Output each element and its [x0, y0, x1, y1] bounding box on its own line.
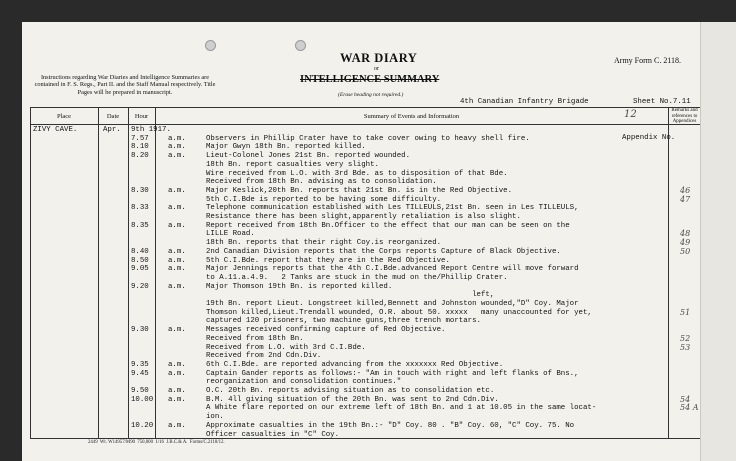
entry-text: 18th Bn. report casualties very slight. [206, 160, 379, 169]
entry-text: Major Keslick,20th Bn. reports that 21st Bn. is in the Red Objective. [206, 186, 513, 195]
entry-text: Observers in Phillip Crater have to take cover owing to heavy shell fire. [206, 134, 530, 143]
col-header-date: Date [106, 113, 120, 120]
punch-hole [205, 40, 216, 51]
entry-hour: 8.40 [131, 247, 149, 256]
col-divider [155, 107, 156, 439]
entry-text: Resistance there has been slight,apparently retaliation is also slight. [206, 213, 521, 221]
appendix-number: 53 [680, 342, 691, 352]
form-printer-note: 2449 Wt. W14957/M90 750,000 1/16 J.B.C.& A. Forms/C.2118/12. [88, 440, 225, 445]
entry-text: LILLE Road. [206, 230, 255, 239]
entry-hour: 9.05 [131, 265, 149, 274]
col-divider [668, 107, 669, 439]
form-title: WAR DIARY [340, 51, 418, 65]
appendix-number: 51 [680, 307, 691, 317]
entry-ampm: a.m. [168, 186, 186, 195]
form-subtitle: INTELLIGENCE SUMMARY [300, 74, 440, 85]
entry-hour: 8.20 [131, 152, 149, 161]
col-header-remarks: Remarks and references to Appendices [671, 108, 698, 125]
entry-hour: 9th 1917. [131, 126, 171, 134]
table-rule-top [30, 107, 700, 108]
entry-ampm: a.m. [168, 204, 186, 213]
entry-hour: 8.33 [131, 204, 149, 213]
entry-hour: 9.30 [131, 326, 149, 335]
entry-hour: 9.45 [131, 369, 149, 378]
entry-text: 5th C.I.Bde is reported to be having some difficulty. [206, 195, 442, 204]
entry-text: Lieut-Colonel Jones 21st Bn. reported wounded. [206, 152, 411, 161]
table-rule-head [30, 124, 700, 125]
entry-text: 6th C.I.Bde. are reported advancing from the xxxxxxx Red Objective. [206, 360, 504, 369]
entry-text: to A.11.a.4.9. 2 Tanks are stuck in the mud on the/Phillip Crater. [206, 273, 508, 282]
entry-text: Captain Gander reports as follows:- "Am in touch with right and left flanks of Bns., [206, 369, 579, 378]
appendix-number: 50 [680, 246, 691, 256]
entry-text: Major Thomson 19th Bn. is reported killed. [206, 282, 393, 291]
entry-place: ZIVY CAVE. [33, 126, 78, 134]
appendix-number: 46 [680, 185, 691, 195]
entry-ampm: a.m. [168, 282, 186, 291]
col-header-hour: Hour [134, 113, 149, 120]
appendix-number: 48 [680, 229, 691, 239]
entry-text: Messages received confirming capture of Red Objective. [206, 326, 446, 335]
col-divider [98, 107, 99, 439]
entry-ampm: a.m. [168, 387, 186, 395]
army-form-number: Army Form C. 2118. [614, 56, 682, 65]
entry-hour: 8.35 [131, 221, 149, 230]
entry-hour: 9.35 [131, 360, 149, 369]
entry-text: 2nd Canadian Division reports that the Corps reports Capture of Black Objective. [206, 247, 561, 256]
entry-text: 19th Bn. report Lieut. Longstreet killed,Bennett and Johnston wounded,"D" Coy. Major [206, 300, 579, 308]
entry-text: Major Gwyn 18th Bn. reported killed. [206, 143, 366, 152]
entry-text: Report received from 18th Bn.Officer to the effect that our man can be seen on the [206, 221, 570, 230]
entry-ampm: a.m. [168, 247, 186, 256]
entry-ampm: a.m. [168, 326, 186, 335]
entry-date: Apr. [103, 126, 121, 134]
entry-text: 5th C.I.Bde. report that they are in the Red Objective. [206, 256, 450, 265]
entry-ampm: a.m. [168, 221, 186, 230]
appendix-number: 52 [680, 333, 691, 343]
entry-text: Received from 18th Bn. [206, 334, 304, 343]
entry-ampm: a.m. [168, 152, 186, 161]
appendix-number: 49 [680, 238, 691, 248]
entry-hour: 9.20 [131, 282, 149, 291]
entry-text: reorganization and consolidation continues." [206, 378, 402, 387]
entry-text: captured 120 prisoners, two machine guns,three trench mortars. [206, 317, 481, 326]
form-title-or: or [374, 66, 379, 72]
entry-text: Received from 18th Bn. advising as to consolidation. [206, 178, 437, 187]
entry-text: O.C. 20th Bn. reports advising situation as to consolidation etc. [206, 387, 495, 395]
appendix-number: 54 A [680, 403, 699, 413]
entry-hour: 9.50 [131, 387, 149, 395]
entry-text: left, [206, 291, 495, 300]
entry-text: 18th Bn. reports that their right Coy.is reorganized. [206, 239, 442, 248]
entry-text: Approximate casualties in the 19th Bn.:- "D" Coy. 80 . "B" Coy. 60, "C" Coy. 75. No [206, 421, 575, 430]
page-number: 12 [624, 109, 637, 120]
entry-text: Wire received from L.O. with 3rd Bde. as to disposition of that Bde. [206, 169, 508, 178]
entry-ampm: a.m. [168, 369, 186, 378]
entry-ampm: a.m. [168, 395, 186, 404]
entry-ampm: a.m. [168, 265, 186, 274]
page-edge [700, 22, 736, 461]
entry-text: Officer casualties in "C" Coy. [206, 430, 340, 439]
entry-text: B.M. 4ll giving situation of the 20th Bn. was sent to 2nd Cdn.Div. [206, 395, 499, 404]
entry-hour: 8.30 [131, 186, 149, 195]
col-header-place: Place [56, 113, 72, 120]
table-rule-bottom [30, 438, 700, 439]
entry-hour: 10.00 [131, 395, 154, 404]
entry-text: Received from L.O. with 3rd C.I.Bde. [206, 343, 366, 352]
form-subnote: (Erase heading not required.) [338, 92, 404, 98]
entry-hour: 7.57 [131, 134, 149, 143]
punch-hole [295, 40, 306, 51]
entry-hour: 8.10 [131, 143, 149, 152]
appendix-number: 54 [680, 394, 691, 404]
col-header-summary: Summary of Events and Information [363, 113, 460, 120]
entry-hour: 8.50 [131, 256, 149, 265]
instructions-text: Instructions regarding War Diaries and Intelligence Summaries are contained in F. S. Regs., Part II. and the Staff Manual respectively. Title Pages will be prepared in manuscript. [34, 74, 216, 96]
appendix-label: Appendix No. [622, 133, 676, 142]
entry-text: ion. [206, 413, 224, 422]
entry-ampm: a.m. [168, 143, 186, 152]
entry-ampm: a.m. [168, 134, 186, 143]
entry-text: Thomson killed,Lieut.Trendall wounded, O.R. about 50. xxxxx many unaccounted for yet, [206, 308, 592, 317]
entry-text: Received from 2nd Cdn.Div. [206, 352, 322, 361]
entry-hour: 10.20 [131, 421, 154, 430]
col-divider [128, 107, 129, 439]
sheet-number: Sheet No.7.11 [633, 98, 691, 106]
appendix-number: 47 [680, 194, 691, 204]
entry-text: Telephone communication established with Les TILLEULS,21st Bn. seen in Les TILLEULS, [206, 204, 579, 213]
table-rule-left [30, 107, 31, 439]
entry-ampm: a.m. [168, 360, 186, 369]
entry-text: Major Jennings reports that the 4th C.I.Bde.advanced Report Centre will move forward [206, 265, 579, 274]
entry-ampm: a.m. [168, 421, 186, 430]
entry-ampm: a.m. [168, 256, 186, 265]
entry-text: A White flare reported on our extreme left of 18th Bn. and 1 at 10.05 in the same locat- [206, 404, 597, 413]
unit-name: 4th Canadian Infantry Brigade [460, 98, 589, 106]
